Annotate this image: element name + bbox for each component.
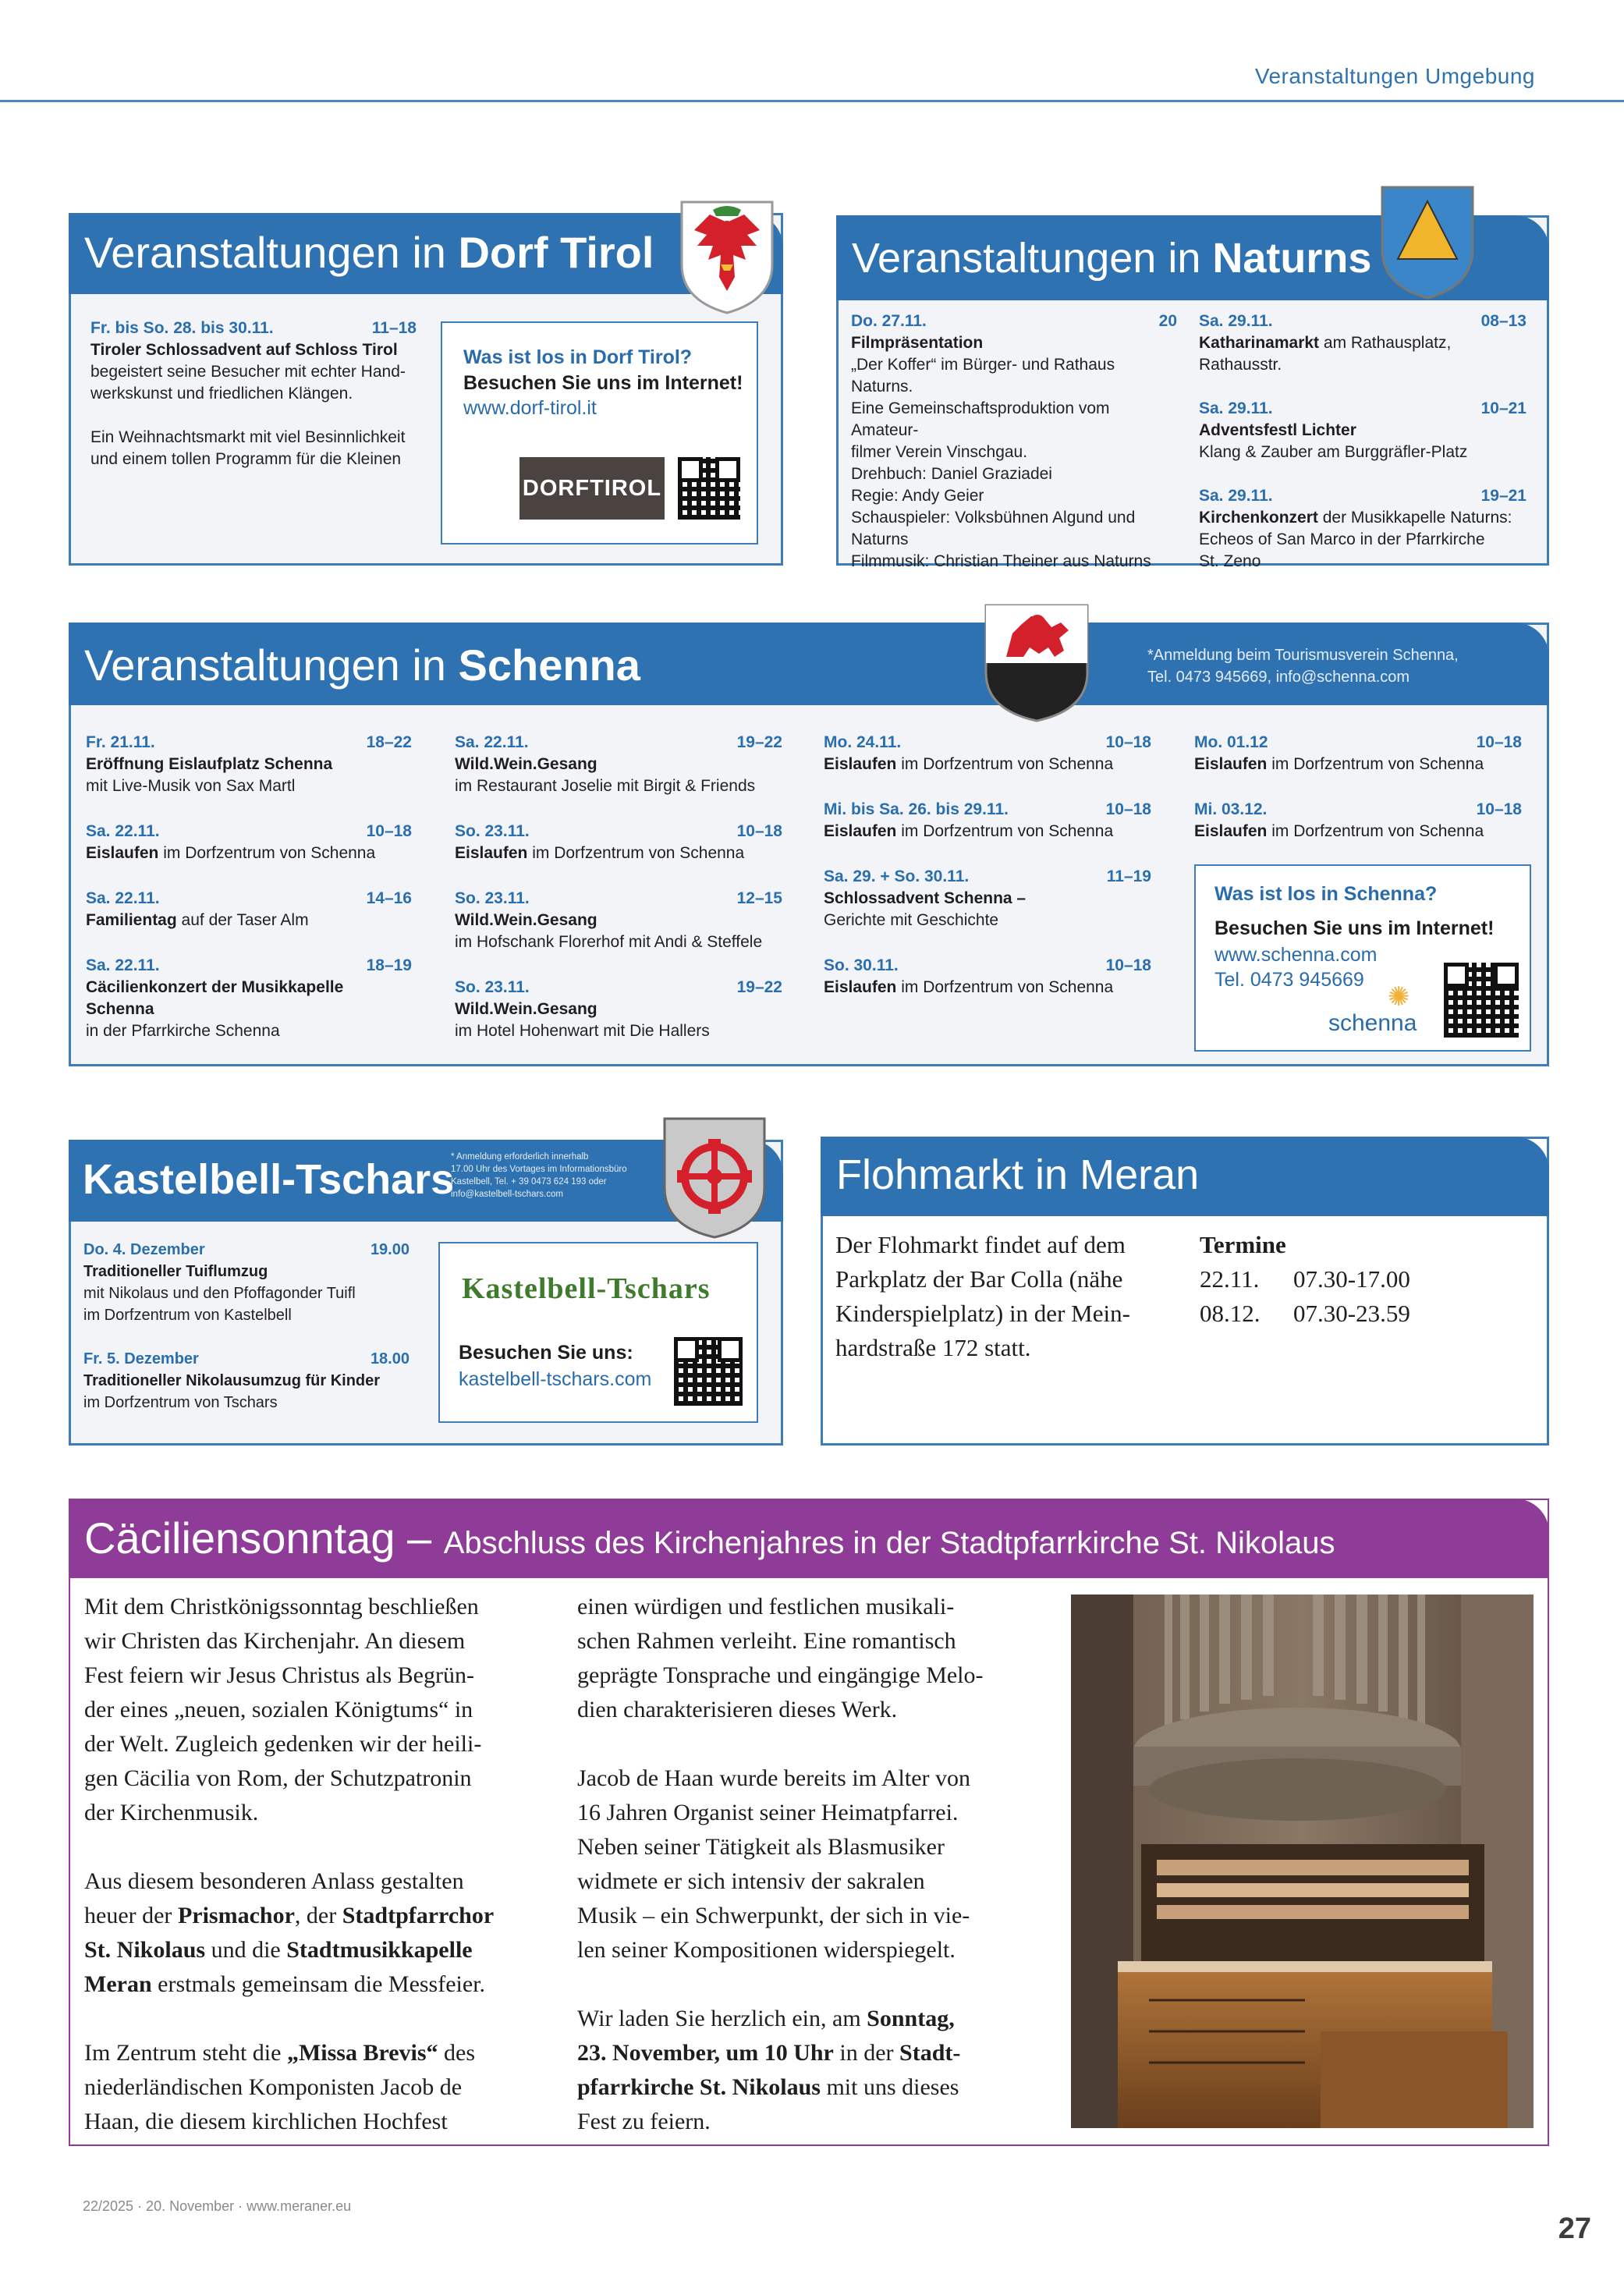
tirol-qr-code-icon bbox=[678, 457, 740, 520]
header-rule bbox=[0, 100, 1624, 102]
naturns-title: Veranstaltungen in Naturns bbox=[852, 235, 1372, 282]
schenna-card-question: Was ist los in Schenna? bbox=[1214, 883, 1438, 905]
tirol-title: Veranstaltungen in Dorf Tirol bbox=[84, 228, 654, 277]
flohmarkt-text: Der Flohmarkt findet auf dem Parkplatz der Bar Colla (nähe Kinderspielplatz) in der Mein- hardstraße 172 statt. bbox=[835, 1231, 1130, 1361]
naturns-crest-icon bbox=[1379, 184, 1476, 301]
caecilien-col-2: einen würdigen und festlichen musikali- schen Rahmen verleiht. Eine romantisch geprägte Tonsprache und eingängige Melo- dien charakterisieren dieses Werk. Jacob de Haan wurde bereits im Alter von 16 Jahren Organist seiner Heimatpfarrei. Neben seiner Tätigkeit als Blasmusiker widmete er sich intensiv der sakralen Musik – ein Schwerpunkt, der sich in vie- len seiner Kompositionen widerspiegelt. Wir laden Sie herzlich ein, am Sonntag, 23. November, um 10 Uhr in der Stadt- pfarrkirche St. Nikolaus mit uns dieses Fest zu feiern. bbox=[577, 1594, 984, 2134]
dorftirol-logo: DORFTIROL bbox=[519, 457, 665, 520]
tirol-card-question: Was ist los in Dorf Tirol? bbox=[463, 346, 693, 368]
schenna-note-2: Tel. 0473 945669, info@schenna.com bbox=[1147, 669, 1410, 686]
tirol-card-url[interactable]: www.dorf-tirol.it bbox=[463, 397, 597, 419]
footer-issue: 22/2025 · 20. November · www.meraner.eu bbox=[83, 2198, 352, 2214]
organ-photo bbox=[1071, 1595, 1534, 2128]
kastelbell-wheel-crest-icon bbox=[661, 1116, 768, 1240]
caecilien-col-1: Mit dem Christkönigssonntag beschließen wir Christen das Kirchenjahr. An diesem Fest feiern wir Jesus Christus als Begrün- der eines „neuen, sozialen Königtums“ in der Welt. Zugleich gedenken wir der heili- gen Cäcilia von Rom, der Schutzpatronin der Kirchenmusik. Aus diesem besonderen Anlass gestalten heuer der Prismachor, der Stadtpfarrchor St. Nikolaus und die Stadtmusikkapelle Meran erstmals gemeinsam die Messfeier. Im Zentrum steht die „Missa Brevis“ des niederländischen Komponisten Jacob de Haan, die diesem kirchlichen Hochfest bbox=[84, 1594, 495, 2134]
schenna-sun-icon: ✺ bbox=[1388, 982, 1410, 1012]
kastelbell-note-1: * Anmeldung erforderlich innerhalb bbox=[451, 1152, 589, 1162]
schenna-title: Veranstaltungen in Schenna bbox=[84, 640, 640, 690]
schenna-title-bar bbox=[69, 623, 1549, 705]
caecilien-title: Cäciliensonntag – Abschluss des Kirchenjahres in der Stadtpfarrkirche St. Nikolaus bbox=[84, 1513, 1335, 1563]
schenna-card-url[interactable]: www.schenna.com bbox=[1214, 944, 1378, 966]
schenna-qr-code-icon bbox=[1444, 963, 1519, 1038]
kastelbell-note-2: 17.00 Uhr des Vortages im Informationsbüro bbox=[451, 1165, 627, 1174]
schenna-col-1: Fr. 21.11. 18–22 Eröffnung Eislaufplatz Schenna mit Live-Musik von Sax Martl Sa. 22.11. 10–18 Eislaufen im Dorfzentrum von Schenna Sa. 22.11. 14–16 Familientag auf der Taser Alm Sa. 22.11. 18–19 Cäcilienkonzert der Musikkapelle Schenna in der Pfarrkirche Schenna bbox=[86, 733, 412, 1040]
naturns-event-1: Do. 27.11. 20 Filmpräsentation „Der Koffer“ im Bürger- und Rathaus Naturns. Eine Gemeinschaftsproduktion vom Amateur- filmer Verein Vinschgau. Drehbuch: Daniel Graziadei Regie: Andy Geier Schauspieler: Volksbühnen Algund und Naturns Filmmusik: Christian Theiner aus Naturns bbox=[851, 312, 1177, 570]
tirol-web-card[interactable] bbox=[441, 321, 758, 545]
schenna-card-tel[interactable]: Tel. 0473 945669 bbox=[1214, 969, 1364, 991]
kastelbell-qr-code-icon bbox=[674, 1337, 743, 1406]
flohmarkt-termine: Termine 22.11. 07.30-17.00 08.12. 07.30-23.59 bbox=[1200, 1231, 1410, 1327]
caecilien-title-bar bbox=[69, 1499, 1549, 1578]
kastelbell-note-3: Kastelbell, Tel. + 39 0473 624 193 oder bbox=[451, 1177, 607, 1187]
flohmarkt-title-bar bbox=[821, 1137, 1549, 1216]
kastelbell-web-card[interactable] bbox=[438, 1242, 758, 1423]
schenna-col-4: Mo. 01.12 10–18 Eislaufen im Dorfzentrum von Schenna Mi. 03.12. 10–18 Eislaufen im Dorfzentrum von Schenna bbox=[1194, 733, 1522, 840]
schenna-card-visit: Besuchen Sie uns im Internet! bbox=[1214, 917, 1495, 939]
kastelbell-card-visit: Besuchen Sie uns: bbox=[459, 1342, 633, 1364]
schenna-web-card[interactable] bbox=[1194, 864, 1531, 1052]
kastelbell-title: Kastelbell-Tschars bbox=[83, 1156, 455, 1203]
schenna-logo: schenna bbox=[1328, 1010, 1417, 1036]
tirol-card-visit: Besuchen Sie uns im Internet! bbox=[463, 372, 743, 394]
schenna-col-2: Sa. 22.11. 19–22 Wild.Wein.Gesang im Restaurant Joselie mit Birgit & Friends So. 23.11. 10–18 Eislaufen im Dorfzentrum von Schenna So. 23.11. 12–15 Wild.Wein.Gesang im Hofschank Florerhof mit Andi & Steffele So. 23.11. 19–22 Wild.Wein.Gesang im Hotel Hohenwart mit Die Hallers bbox=[455, 733, 782, 1040]
tirol-eagle-crest-icon bbox=[679, 199, 775, 316]
schenna-col-3: Mo. 24.11. 10–18 Eislaufen im Dorfzentrum von Schenna Mi. bis Sa. 26. bis 29.11. 10–18 Eislaufen im Dorfzentrum von Schenna Sa. 29. + So. 30.11. 11–19 Schlossadvent Schenna – Gerichte mit Geschichte So. 30.11. 10–18 Eislaufen im Dorfzentrum von Schenna bbox=[824, 733, 1151, 996]
page-number: 27 bbox=[1558, 2212, 1591, 2245]
kastelbell-card-url[interactable]: kastelbell-tschars.com bbox=[459, 1368, 652, 1390]
schenna-note-1: *Anmeldung beim Tourismusverein Schenna, bbox=[1147, 647, 1459, 664]
kastelbell-events: Do. 4. Dezember 19.00 Traditioneller Tuiflumzug mit Nikolaus und den Pfoffagonder Tuifl im Dorfzentrum von Kastelbell Fr. 5. Dezember 18.00 Traditioneller Nikolausumzug für Kinder im Dorfzentrum von Tschars bbox=[83, 1241, 410, 1411]
kastelbell-logo: Kastelbell-Tschars bbox=[462, 1272, 711, 1305]
kastelbell-note-4: info@kastelbell-tschars.com bbox=[451, 1190, 563, 1199]
schenna-lion-crest-icon bbox=[983, 602, 1090, 724]
tirol-event: Fr. bis So. 28. bis 30.11. 11–18 Tiroler Schlossadvent auf Schloss Tirol begeistert seine Besucher mit echter Hand- werkskunst und friedlichen Klängen. Ein Weihnachtsmarkt mit viel Besinnlichkeit und einem tollen Programm für die Kleinen bbox=[90, 319, 417, 468]
section-label: Veranstaltungen Umgebung bbox=[1254, 64, 1535, 88]
tirol-title-bar bbox=[69, 213, 783, 294]
naturns-event-2: Sa. 29.11. 08–13 Katharinamarkt am Rathausplatz, Rathausstr. Sa. 29.11. 10–21 Adventsfestl Lichter Klang & Zauber am Burggräfler-Platz Sa. 29.11. 19–21 Kirchenkonzert der Musikkapelle Naturns: Echeos of San Marco in der Pfarrkirche St. Zeno bbox=[1199, 312, 1526, 570]
flohmarkt-title: Flohmarkt in Meran bbox=[836, 1151, 1200, 1198]
